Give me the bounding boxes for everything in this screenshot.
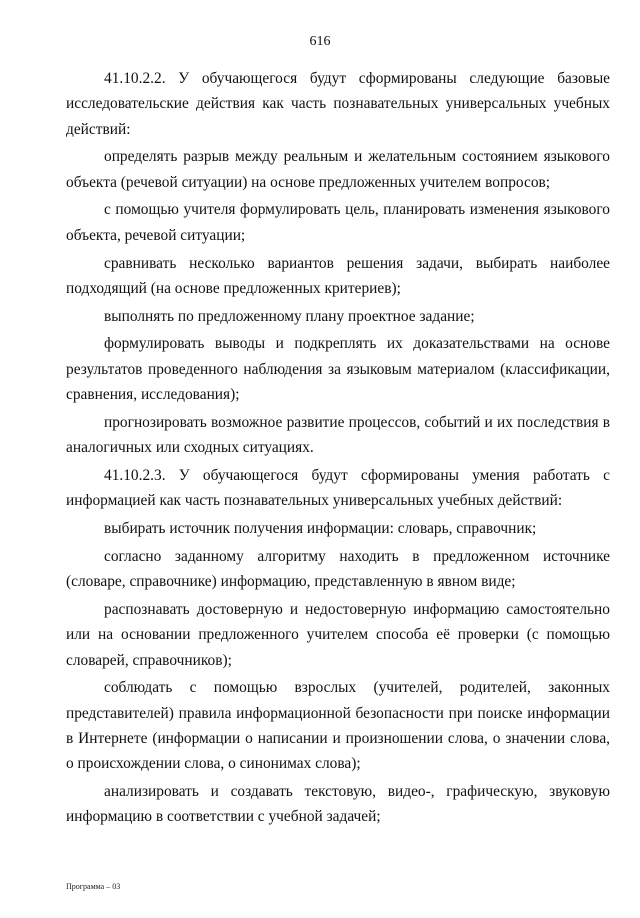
paragraph: с помощью учителя формулировать цель, планировать изменения языкового объекта, речевой ситуации;	[66, 201, 610, 244]
paragraph: анализировать и создавать текстовую, видео-, графическую, звуковую информацию в соответствии с учебной задачей;	[66, 783, 610, 826]
paragraph: распознавать достоверную и недостоверную информацию самостоятельно или на основании предложенного учителем способа её проверки (с помощью словарей, справочников);	[66, 600, 610, 669]
paragraph: соблюдать с помощью взрослых (учителей, родителей, законных представителей) правила информационной безопасности при поиске информации в Интернете (информации о написании и произношении слова, о значении слова, о происхождении слова, о синонимах слова);	[66, 679, 610, 773]
page-number: 616	[309, 34, 331, 49]
paragraph: сравнивать несколько вариантов решения задачи, выбирать наиболее подходящий (на основе предложенных критериев);	[66, 254, 610, 297]
paragraph: формулировать выводы и подкреплять их доказательствами на основе результатов проведенного наблюдения за языковым материалом (классификации, сравнения, исследования);	[66, 335, 610, 404]
paragraph: прогнозировать возможное развитие процессов, событий и их последствия в аналогичных или сходных ситуациях.	[66, 413, 610, 457]
paragraph: согласно заданному алгоритму находить в предложенном источнике (словаре, справочнике) информацию, представленную в явном виде;	[66, 547, 610, 591]
paragraph-section-41-10-2-2: 41.10.2.2. У обучающегося будут сформированы следующие базовые исследовательские действия как часть познавательных универсальных учебных действий:	[66, 70, 610, 138]
document-body	[66, 66, 610, 832]
page-footer: Программа – 03	[66, 882, 121, 891]
paragraph: выбирать источник получения информации: словарь, справочник;	[104, 520, 537, 538]
paragraph-section-41-10-2-3: 41.10.2.3. У обучающегося будут сформированы умения работать с информацией как часть познавательных универсальных учебных действий:	[66, 466, 610, 510]
paragraph: выполнять по предложенному плану проектное задание;	[104, 307, 475, 325]
paragraph: определять разрыв между реальным и желательным состоянием языкового объекта (речевой ситуации) на основе предложенных учителем вопросов;	[66, 148, 610, 191]
